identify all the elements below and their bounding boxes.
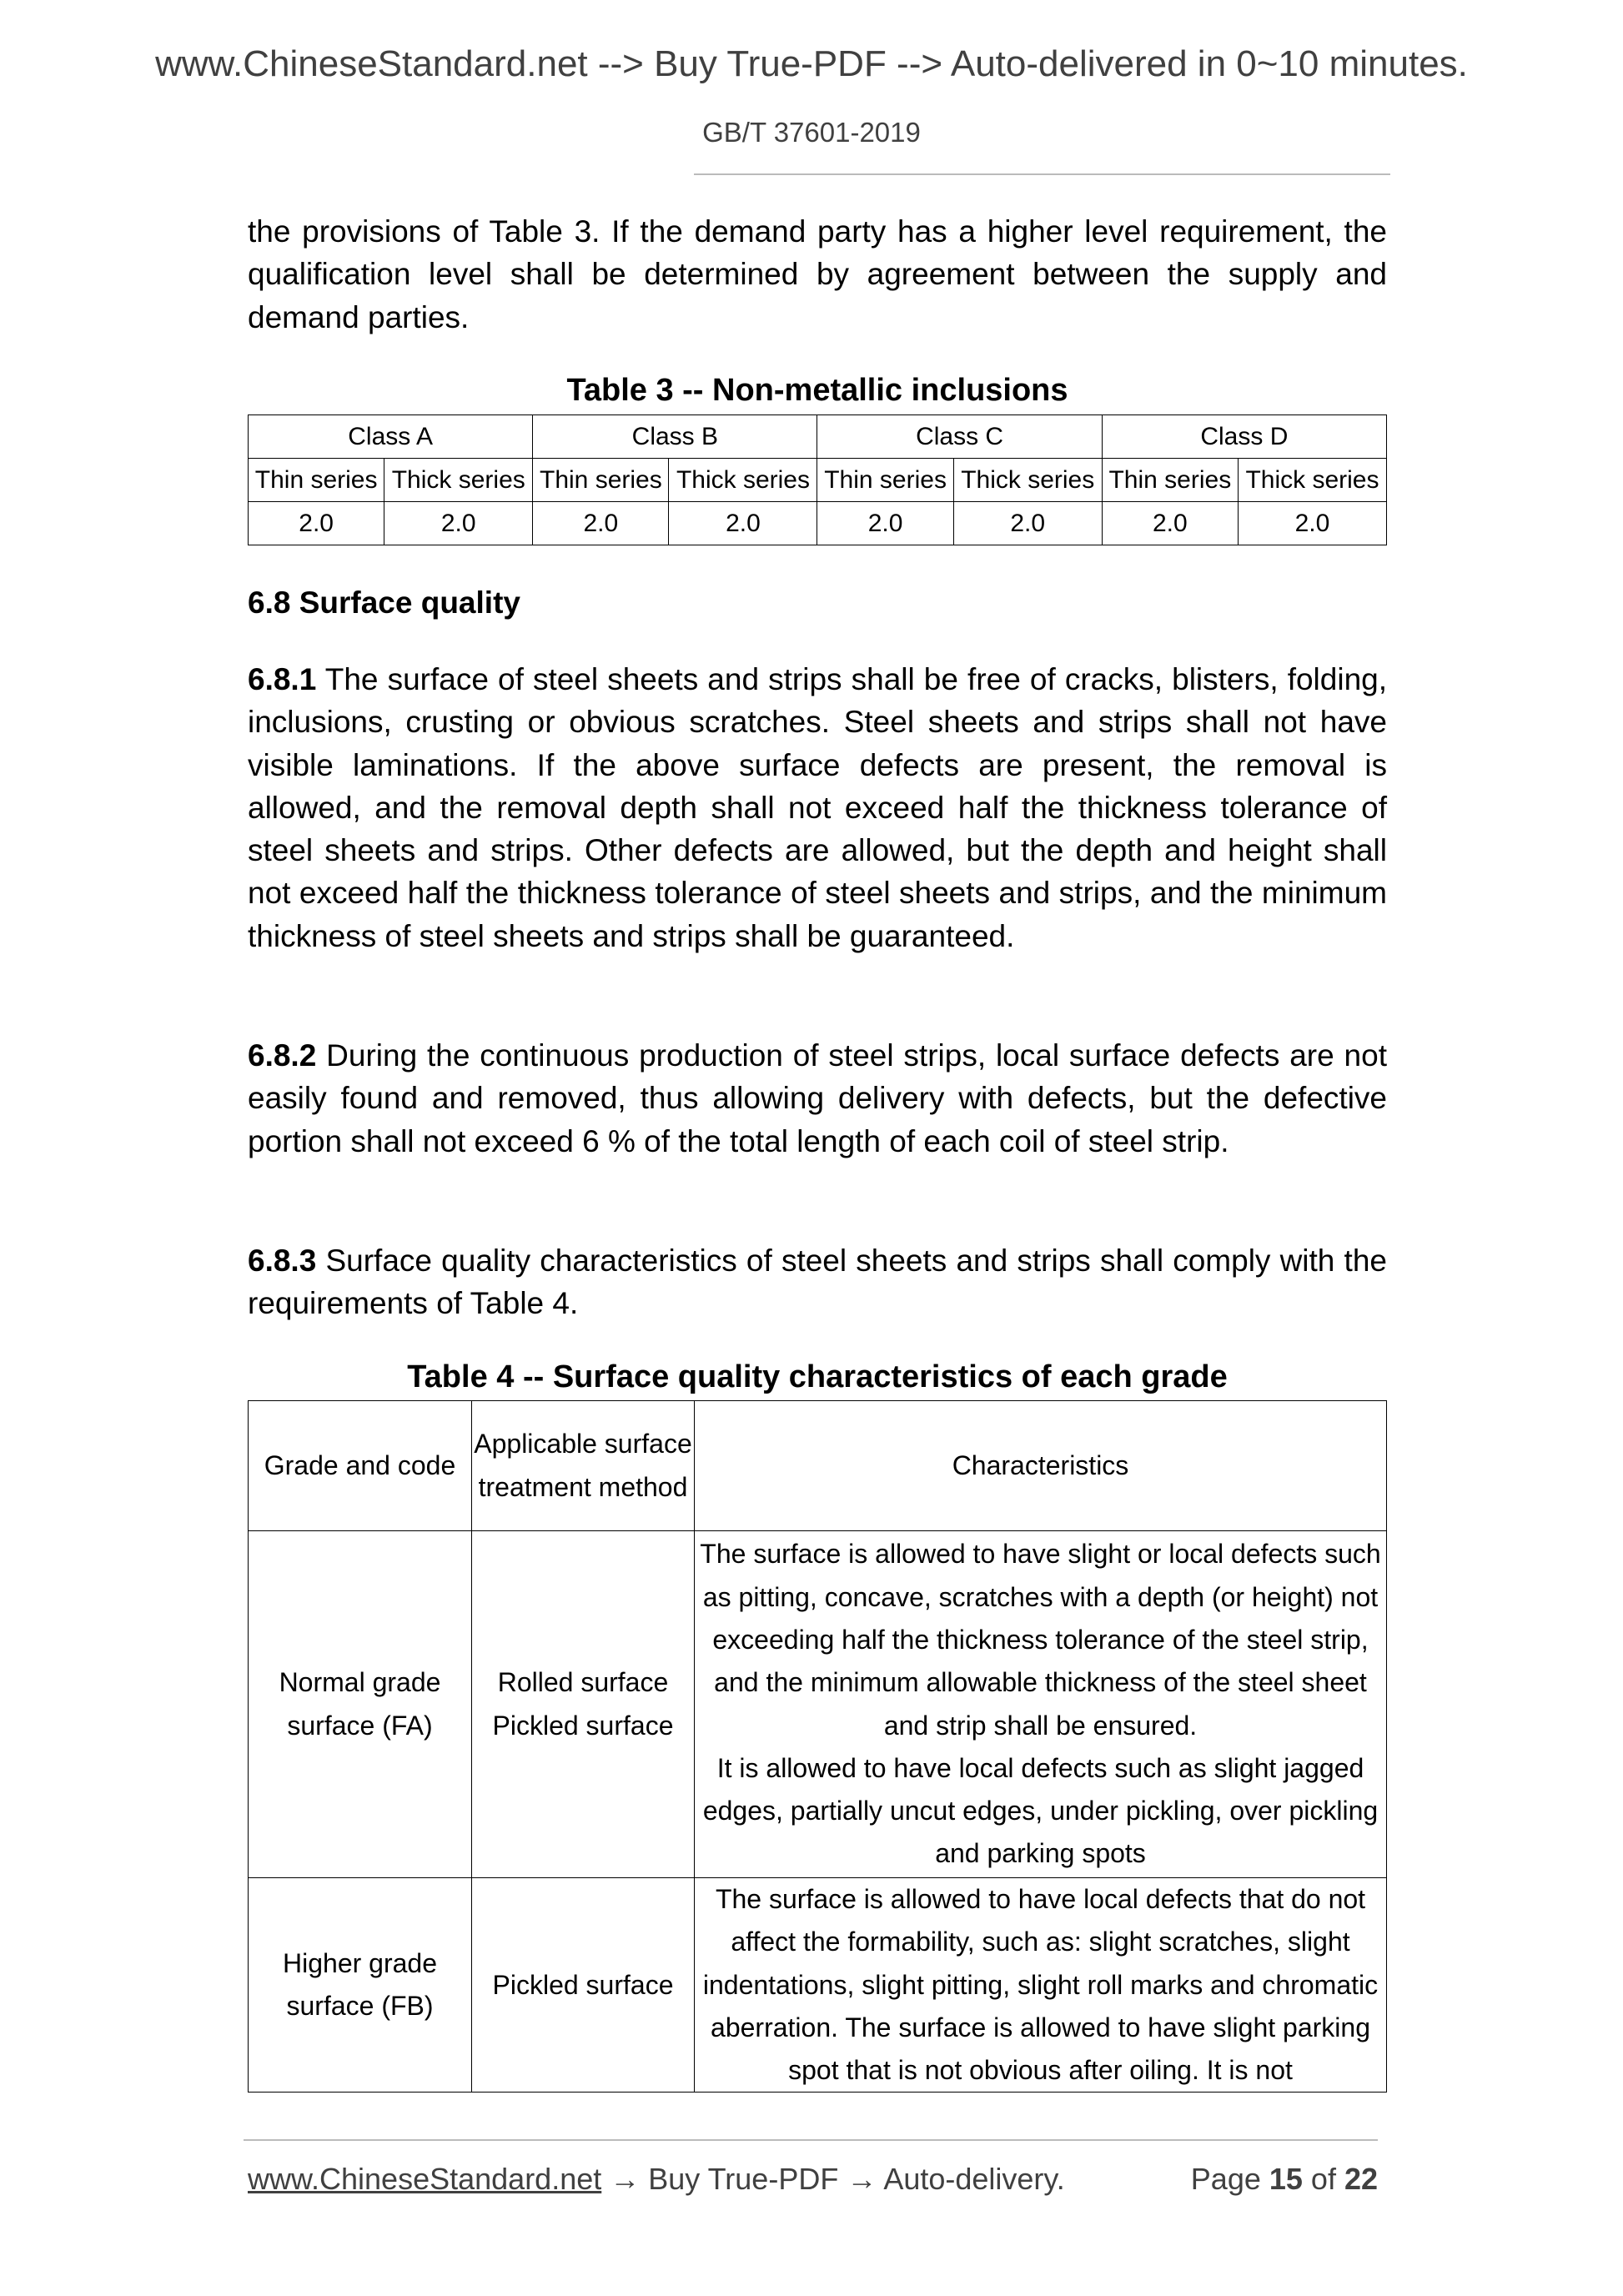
page-number: 15 [1269, 2162, 1303, 2196]
table-cell: 2.0 [533, 502, 669, 545]
page-total: 22 [1344, 2162, 1378, 2196]
table-header: Class A [249, 415, 533, 459]
characteristics-cell: The surface is allowed to have local defects that do not affect the formability, such as: slight scratches, slight indentations, slight pitting, slight roll marks and chromatic aberration. The surface is allowed to have slight parking spot that is not obvious after oiling. It is not [695, 1878, 1387, 2093]
method-cell: Pickled surface [472, 1878, 695, 2093]
table-row [249, 1878, 1387, 2093]
clause-6-8-1 [248, 658, 1387, 957]
clause-number: 6.8.2 [248, 1038, 317, 1073]
intro-paragraph: the provisions of Table 3. If the demand party has a higher level requirement, the qualification level shall be determined by agreement between the supply and demand parties. [248, 214, 1387, 334]
table-row [249, 1531, 1387, 1878]
grade-cell: Normal grade surface (FA) [249, 1531, 472, 1878]
header-banner: www.ChineseStandard.net --> Buy True-PDF --> Auto-delivered in 0~10 minutes. [155, 43, 1468, 84]
clause-6-8-2 [248, 1034, 1387, 1163]
clause-text: During the continuous production of steel strips, local surface defects are not easily found and removed, thus allowing delivery with defects, but the defective portion shall not exceed 6 % of the total length of each coil of steel strip. [248, 1038, 1387, 1158]
table-cell: 2.0 [669, 502, 817, 545]
table-cell: 2.0 [1238, 502, 1386, 545]
clause-number: 6.8.3 [248, 1243, 317, 1278]
table-header: Applicable surface treatment method [472, 1401, 695, 1531]
table-header: Grade and code [249, 1401, 472, 1531]
clause-6-8-3 [248, 1239, 1387, 1325]
table-subheader: Thick series [384, 459, 533, 502]
table-header: Characteristics [695, 1401, 1387, 1531]
table-subheader: Thin series [533, 459, 669, 502]
method-cell: Rolled surface Pickled surface [472, 1531, 695, 1878]
table-cell: 2.0 [249, 502, 384, 545]
section-heading: 6.8 Surface quality [248, 585, 520, 620]
footer [248, 2162, 1378, 2197]
table-subheader: Thin series [817, 459, 953, 502]
table-header: Class C [817, 415, 1102, 459]
table-header: Class B [533, 415, 817, 459]
header-divider [694, 173, 1390, 175]
clause-text: Surface quality characteristics of steel sheets and strips shall comply with the requirements of Table 4. [248, 1243, 1387, 1321]
page-of: of [1302, 2162, 1344, 2196]
table-cell: 2.0 [953, 502, 1102, 545]
table-cell: 2.0 [1102, 502, 1238, 545]
characteristics-text: The surface is allowed to have slight or local defects such as pitting, concave, scratches with a depth (or height) not exceeding half the thickness tolerance of the steel strip, and the minimum allowable thickness of the steel sheet and strip shall be ensured. [700, 1539, 1381, 1741]
table-subheader: Thick series [1238, 459, 1386, 502]
table3 [248, 414, 1387, 545]
standard-number: GB/T 37601-2019 [702, 117, 921, 148]
table-subheader: Thick series [953, 459, 1102, 502]
table-cell: 2.0 [817, 502, 953, 545]
footer-divider [244, 2139, 1378, 2141]
table-subheader: Thin series [249, 459, 384, 502]
table-subheader: Thin series [1102, 459, 1238, 502]
footer-link[interactable]: www.ChineseStandard.net [248, 2162, 602, 2196]
table3-title: Table 3 -- Non-metallic inclusions [566, 373, 1068, 408]
grade-cell: Higher grade surface (FB) [249, 1878, 472, 2093]
footer-text: → Buy True-PDF → Auto-delivery. [601, 2162, 1065, 2196]
table4 [248, 1400, 1387, 2093]
table4-title: Table 4 -- Surface quality characteristics of each grade [407, 1359, 1228, 1394]
table-header: Class D [1102, 415, 1386, 459]
characteristics-text: It is allowed to have local defects such as slight jagged edges, partially uncut edges, under pickling, over pickling and parking spots [702, 1752, 1379, 1869]
table-cell: 2.0 [384, 502, 533, 545]
page-indicator [1191, 2162, 1378, 2197]
clause-text: The surface of steel sheets and strips shall be free of cracks, blisters, folding, inclusions, crusting or obvious scratches. Steel sheets and strips shall not have visible laminations. If the above surface defects are present, the removal is allowed, and the removal depth shall not exceed half the thickness tolerance of steel sheets and strips. Other defects are allowed, but the depth and height shall not exceed half the thickness tolerance of steel sheets and strips, and the minimum thickness of steel sheets and strips shall be guaranteed. [248, 662, 1387, 953]
clause-number: 6.8.1 [248, 662, 317, 696]
page-label: Page [1190, 2162, 1269, 2196]
table-subheader: Thick series [669, 459, 817, 502]
characteristics-cell [695, 1531, 1387, 1878]
